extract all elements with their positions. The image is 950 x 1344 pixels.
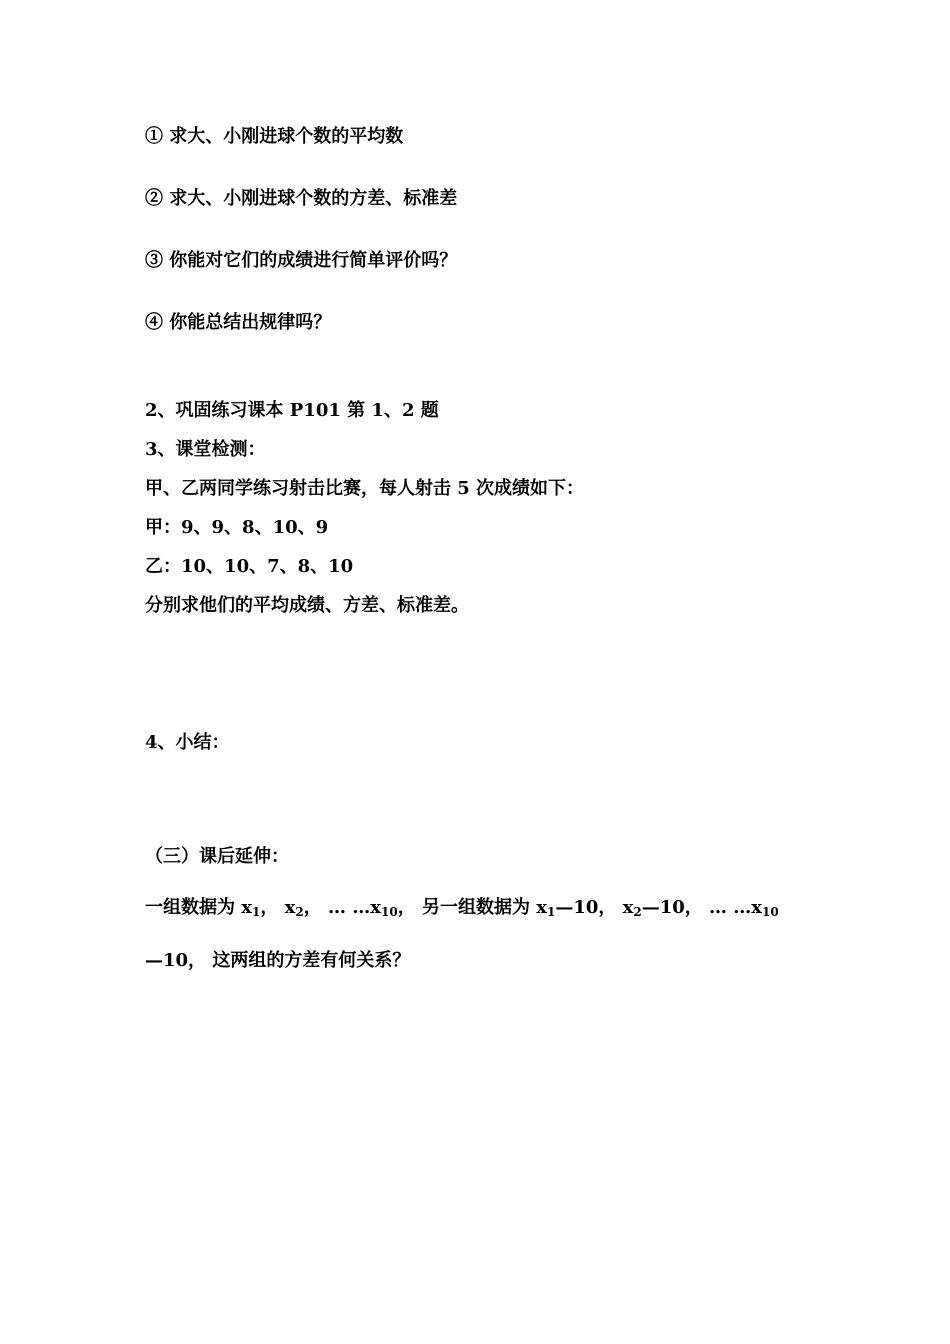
subscript: 1 — [252, 905, 261, 919]
subscript: 2 — [295, 905, 304, 919]
extension-question-line-2: —10， 这两组的方差有何关系？ — [145, 950, 411, 971]
question-2: ② 求大、小刚进球个数的方差、标准差 — [145, 188, 458, 209]
text-segment: ， 另一组数据为 x — [397, 897, 547, 918]
summary-heading: 4、小结： — [145, 732, 230, 753]
extension-question-line-1 — [145, 896, 779, 920]
extension-heading: （三）课后延伸： — [145, 846, 289, 867]
text-segment: ， … …x — [303, 897, 381, 918]
test-intro: 甲、乙两同学练习射击比赛，每人射击 5 次成绩如下： — [145, 478, 585, 499]
text-segment: —10， x — [555, 897, 634, 918]
subscript: 10 — [762, 905, 779, 919]
subscript: 10 — [380, 905, 398, 919]
question-3: ③ 你能对它们的成绩进行简单评价吗？ — [145, 250, 458, 271]
subscript: 1 — [546, 905, 556, 919]
subscript: 2 — [633, 905, 642, 919]
practice-item: 2、巩固练习课本 P101 第 1、2 题 — [145, 400, 439, 421]
text-segment: 一组数据为 x — [145, 897, 252, 918]
test-task: 分别求他们的平均成绩、方差、标准差。 — [145, 595, 469, 616]
test-yi-scores: 乙：10、10、7、8、10 — [145, 556, 354, 577]
test-jia-scores: 甲：9、9、8、10、9 — [145, 517, 329, 538]
question-4: ④ 你能总结出规律吗？ — [145, 312, 332, 333]
test-heading: 3、课堂检测： — [145, 439, 266, 460]
question-1: ① 求大、小刚进球个数的平均数 — [145, 126, 404, 147]
text-segment: —10， … …x — [641, 897, 763, 918]
text-segment: ， x — [260, 897, 296, 918]
